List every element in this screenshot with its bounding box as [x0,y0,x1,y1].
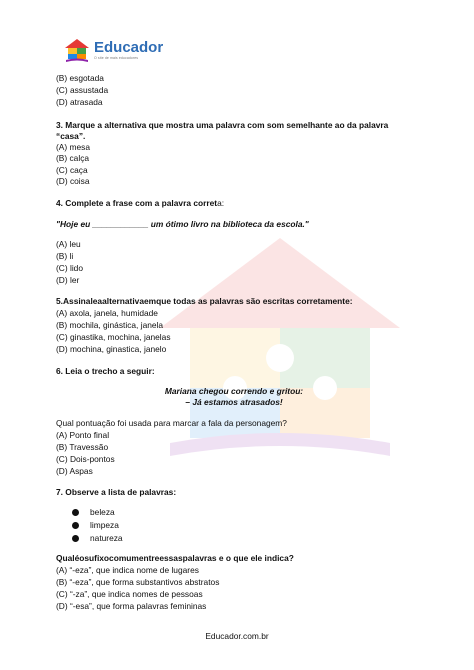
q5-option-a: (A) axola, janela, humidade [56,308,158,318]
fragment-option-c: (C) assustada [56,85,109,95]
q6-option-b: (B) Travessão [56,442,109,452]
bullet-icon [72,509,79,516]
q7-word: limpeza [90,520,119,530]
q5-option-b: (B) mochila, ginástica, janela [56,320,164,330]
q6-option-a: (A) Ponto final [56,430,110,440]
q7-option-a: (A) “-eza”, que indica nome de lugares [56,565,199,575]
q4-question-tail: a: [217,198,225,208]
q7-word: beleza [90,507,115,517]
q4-sentence: "Hoje eu ____________ um ótimo livro na biblioteca da escola." [56,219,309,229]
fragment-option-b: (B) esgotada [56,73,104,83]
footer-site: Educador.com.br [205,631,269,641]
q3-option-a: (A) mesa [56,142,90,152]
q4-option-a: (A) leu [56,239,81,249]
q3-option-d: (D) coisa [56,176,90,186]
q7-word-item [72,533,123,543]
q4-option-d: (D) ler [56,275,80,285]
q5-option-d: (D) mochina, ginastica, janelo [56,344,167,354]
q6-option-d: (D) Aspas [56,466,93,476]
bullet-icon [72,535,79,542]
q6-option-c: (C) Dois-pontos [56,454,115,464]
bullet-icon [72,522,79,529]
q7-prompt: Qualéosufixocomumentreessaspalavras e o que ele indica? [56,553,294,563]
educador-logo [64,38,163,62]
q7-option-b: (B) “-eza”, que forma substantivos abstratos [56,577,220,587]
house-logo-icon [64,38,90,62]
q7-word-item [72,507,115,517]
q5-question: 5.Assinaleaalternativaemque todas as palavras são escritas corretamente: [56,296,353,306]
q4-option-c: (C) lido [56,263,83,273]
fragment-option-d: (D) atrasada [56,97,103,107]
brand-name: Educador [94,38,164,56]
q3-question-line2: “casa”. [56,131,86,141]
brand-tagline: O site de mais educadores [94,55,139,60]
q3-option-b: (B) calça [56,153,90,163]
q4-option-b: (B) li [56,251,74,261]
q7-question: 7. Observe a lista de palavras: [56,487,177,497]
q5-option-c: (C) ginastika, mochina, janelas [56,332,171,342]
q7-option-c: (C) “-za”, que indica nomes de pessoas [56,589,203,599]
q7-word: natureza [90,533,123,543]
q7-option-d: (D) “-esa”, que forma palavras femininas [56,601,207,611]
q6-excerpt-line2: – Já estamos atrasados! [185,397,283,407]
q6-excerpt-line1: Mariana chegou correndo e gritou: [164,386,304,396]
q4-question-bold: 4. Complete a frase com a palavra corret [56,198,218,208]
q3-option-c: (C) caça [56,165,88,175]
q3-question-line1: 3. Marque a alternativa que mostra uma palavra com som semelhante ao da palavra [56,120,389,130]
q6-prompt: Qual pontuação foi usada para marcar a fala da personagem? [56,418,287,428]
q7-word-item [72,520,119,530]
q4-question [56,198,224,208]
watermark-logo-icon [150,228,410,468]
q6-question: 6. Leia o trecho a seguir: [56,366,155,376]
